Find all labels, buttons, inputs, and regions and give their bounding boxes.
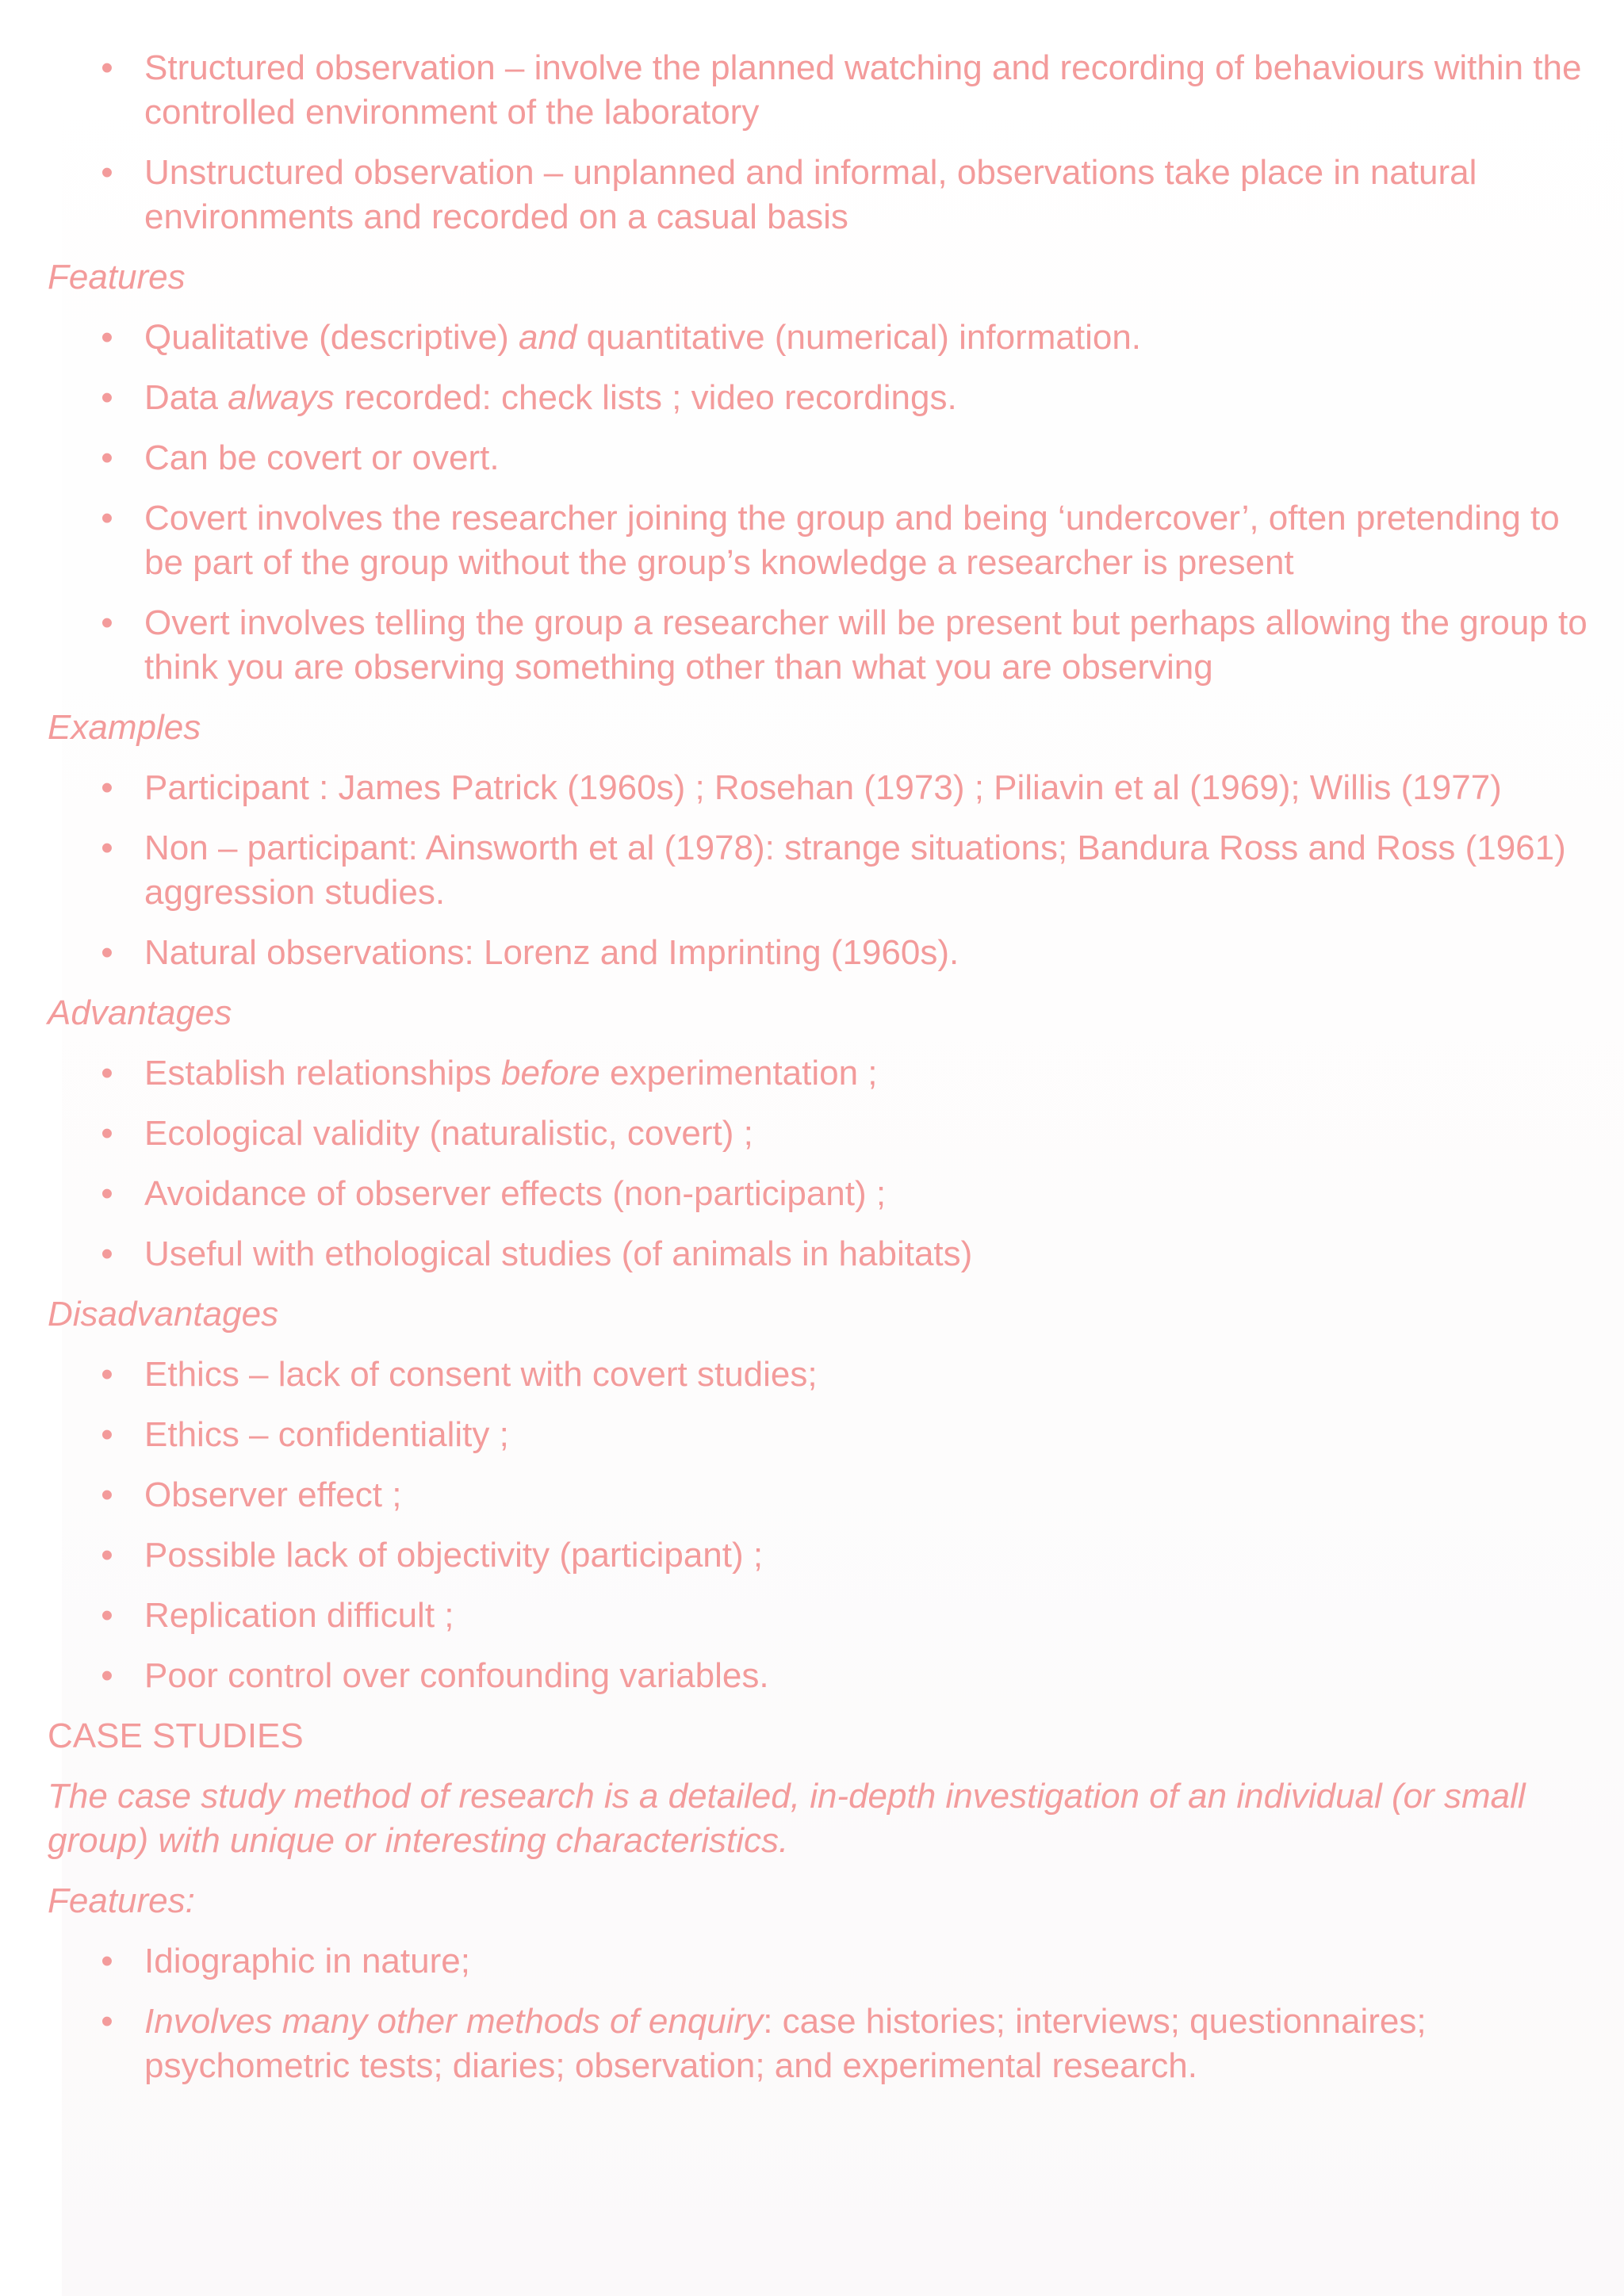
list-item (48, 1533, 1576, 1578)
bullet-icon: • (101, 1234, 113, 1273)
advantages-list (48, 1051, 1576, 1276)
bullet-icon: • (101, 1656, 113, 1695)
list-item-text: Possible lack of objectivity (participant) ; (144, 1536, 764, 1575)
list-item-text: Natural observations: Lorenz and Imprinting (1960s). (144, 933, 959, 972)
bullet-icon: • (101, 499, 113, 538)
list-item-emphasis: always (228, 378, 335, 417)
bullet-icon: • (101, 1596, 113, 1635)
disadvantages-heading: Disadvantages (48, 1295, 279, 1334)
bullet-icon: • (101, 1054, 113, 1093)
bullet-icon: • (101, 48, 113, 87)
list-item (48, 151, 1619, 239)
bullet-icon: • (101, 1415, 113, 1454)
list-item (48, 601, 1624, 690)
examples-heading: Examples (48, 708, 201, 747)
bullet-icon: • (101, 1114, 113, 1153)
features-heading: Features (48, 258, 186, 297)
list-item-text: Overt involves telling the group a researcher will be present but perhaps allowing the group to think you are observing something other than what you are observing (144, 603, 1588, 687)
bullet-icon: • (101, 1355, 113, 1394)
bullet-icon: • (101, 768, 113, 807)
features-list (48, 316, 1588, 690)
list-item-text: : case histories; interviews; questionnaires; psychometric tests; diaries; observation; and experimental research. (144, 2002, 1427, 2085)
bullet-icon: • (101, 1942, 113, 1980)
list-item (48, 1232, 1576, 1276)
list-item (48, 766, 1603, 810)
bullet-icon: • (101, 933, 113, 972)
list-item-text: Covert involves the researcher joining the group and being ‘undercover’, often pretending to be part of the group without the group’s knowledge a researcher is present (144, 499, 1560, 582)
bullet-icon: • (101, 1475, 113, 1514)
list-item-text: Can be covert or overt. (144, 438, 500, 477)
bullet-icon: • (101, 2002, 113, 2041)
list-item-text: Structured observation – involve the planned watching and recording of behaviours within the controlled environment of the laboratory (144, 48, 1582, 132)
list-item (48, 931, 1576, 975)
list-item-text: Establish relationships (144, 1054, 502, 1093)
examples-list (48, 766, 1576, 975)
list-item (48, 316, 1576, 360)
list-item-text: quantitative (numerical) information. (576, 318, 1142, 357)
list-item-text: Avoidance of observer effects (non-participant) ; (144, 1174, 887, 1213)
list-item (48, 46, 1619, 135)
bullet-icon: • (101, 603, 113, 642)
document-content (48, 46, 1588, 2088)
bullet-icon: • (101, 438, 113, 477)
list-item-text: Poor control over confounding variables. (144, 1656, 769, 1695)
case-studies-features-list (48, 1939, 1576, 2088)
list-item (48, 1654, 1576, 1698)
list-item (48, 1999, 1619, 2088)
list-item-text: Useful with ethological studies (of animals in habitats) (144, 1234, 973, 1273)
list-item-text: Ethics – confidentiality ; (144, 1415, 509, 1454)
bullet-icon: • (101, 318, 113, 357)
list-item-text: Participant : James Patrick (1960s) ; Rosehan (1973) ; Piliavin et al (1969); Willis (1977) (144, 768, 1502, 807)
list-item-text: Ethics – lack of consent with covert studies; (144, 1355, 818, 1394)
list-item (48, 1473, 1576, 1517)
list-item (48, 1413, 1576, 1457)
case-studies-intro: The case study method of research is a detailed, in-depth investigation of an individual (or small group) with unique or interesting characteristics. (48, 1777, 1526, 1860)
list-item-text: Unstructured observation – unplanned and informal, observations take place in natural environments and recorded on a casual basis (144, 153, 1477, 236)
list-item-emphasis: Involves many other methods of enquiry (144, 2002, 764, 2041)
bullet-icon: • (101, 1174, 113, 1213)
list-item-text: Idiographic in nature; (144, 1942, 470, 1980)
bullet-icon: • (101, 153, 113, 192)
list-item-text: Data (144, 378, 228, 417)
list-item (48, 436, 1576, 480)
list-item (48, 1172, 1576, 1216)
list-item-text: experimentation ; (599, 1054, 878, 1093)
list-item (48, 376, 1576, 420)
list-item-text: Ecological validity (naturalistic, covert) ; (144, 1114, 753, 1153)
case-studies-features-heading: Features: (48, 1881, 195, 1920)
bullet-icon: • (101, 1536, 113, 1575)
list-item (48, 496, 1603, 585)
disadvantages-list (48, 1353, 1576, 1698)
list-item-emphasis: and (518, 318, 577, 357)
case-studies-title: CASE STUDIES (48, 1716, 304, 1755)
list-item (48, 1353, 1576, 1397)
list-item-emphasis: before (501, 1054, 600, 1093)
list-item (48, 1594, 1576, 1638)
observation-types-list (48, 46, 1582, 239)
list-item (48, 1051, 1576, 1096)
list-item-text: recorded: check lists ; video recordings. (334, 378, 957, 417)
bullet-icon: • (101, 828, 113, 867)
list-item-text: Non – participant: Ainsworth et al (1978): strange situations; Bandura Ross and Ross (1961) aggression studies. (144, 828, 1566, 912)
list-item-text: Observer effect ; (144, 1475, 402, 1514)
bullet-icon: • (101, 378, 113, 417)
advantages-heading: Advantages (48, 993, 232, 1032)
list-item (48, 826, 1603, 915)
list-item (48, 1939, 1576, 1984)
list-item (48, 1112, 1576, 1156)
list-item-text: Replication difficult ; (144, 1596, 454, 1635)
list-item-text: Qualitative (descriptive) (144, 318, 519, 357)
